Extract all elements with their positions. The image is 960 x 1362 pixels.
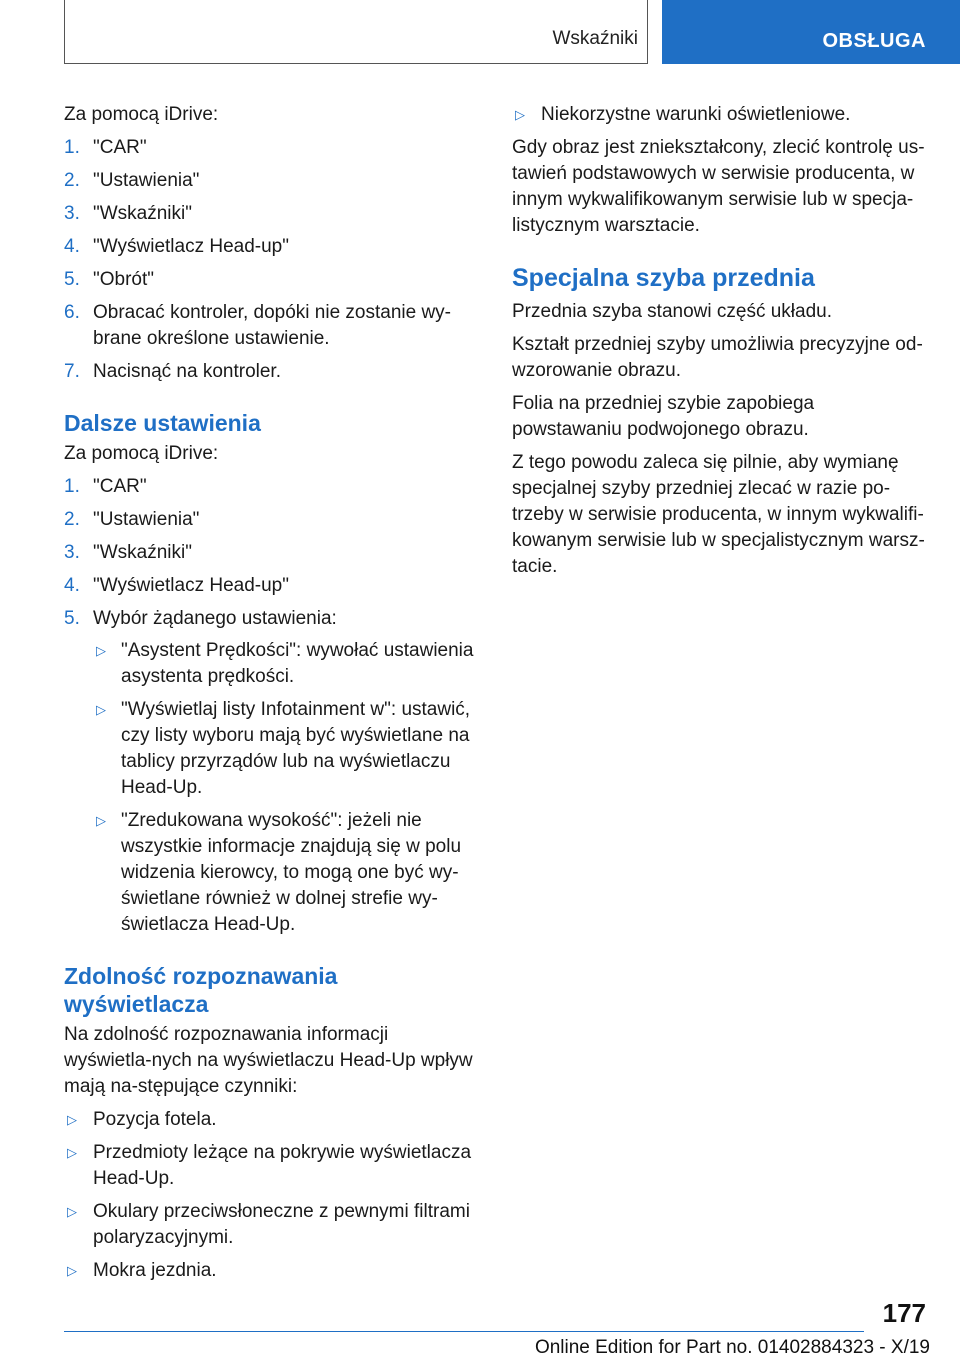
list-item: ▷ Pozycja fotela. [64, 1107, 480, 1133]
list-item: ▷ Okulary przeciwsłoneczne z pewnymi filtrami polaryzacyjnymi. [67, 1201, 470, 1248]
heading-further-settings: Dalsze ustawienia [64, 410, 261, 436]
list-item: 6. Obracać kontroler, dopóki nie zostanie wy-brane określone ustawienie. [64, 302, 452, 349]
triangle-right-icon: ▷ [96, 813, 106, 828]
triangle-right-icon: ▷ [515, 107, 525, 122]
footer-divider [64, 1331, 864, 1332]
list-item: 3. "Wskaźniki" [64, 203, 192, 224]
paragraph: Folia na przedniej szybie zapobiega powstawaniu podwojonego obrazu. [512, 393, 815, 440]
paragraph: Na zdolność rozpoznawania informacji wyświetla-nych na wyświetlaczu Head-Up wpływ mają na-stępujące czynniki: [64, 1024, 473, 1097]
paragraph: Kształt przedniej szyby umożliwia precyzyjne od-wzorowanie obrazu. [512, 334, 923, 381]
steps-list-2 [64, 474, 480, 938]
page-number: 177 [882, 1298, 926, 1328]
paragraph: Z tego powodu zaleca się pilnie, aby wymianę specjalnej szyby przedniej zlecać w razie po-trzeby w serwisie producenta, w innym wykwalifi-kowanym serwisie lub w specjalistycznym warsz-tacie. [512, 452, 925, 577]
list-item: 2. "Ustawienia" [64, 509, 200, 530]
heading-special-windshield: Specjalna szyba przednia [512, 264, 815, 292]
list-item: ▷ Mokra jezdnia. [64, 1258, 480, 1284]
paragraph: Przednia szyba stanowi część układu. [512, 301, 832, 322]
list-item: 2. "Ustawienia" [64, 170, 200, 191]
triangle-right-icon: ▷ [67, 1263, 77, 1278]
chapter-tab[interactable] [662, 0, 960, 64]
list-item: 5. "Obrót" [64, 269, 155, 290]
triangle-right-icon: ▷ [67, 1145, 77, 1160]
list-item: ▷ Niekorzystne warunki oświetleniowe. [512, 102, 928, 128]
left-column [64, 102, 480, 1291]
steps-list-1 [64, 135, 480, 385]
list-item: ▷ Przedmioty leżące na pokrywie wyświetlacza Head-Up. [67, 1142, 472, 1189]
sub-list [93, 638, 480, 938]
triangle-right-icon: ▷ [96, 702, 106, 717]
factors-list-continued [512, 102, 928, 128]
list-item: 4. "Wyświetlacz Head-up" [64, 236, 289, 257]
list-item: 1. "CAR" [64, 476, 147, 497]
list-item: ▷ "Wyświetlaj listy Infotainment w": ustawić, czy listy wyboru mają być wyświetlane na tablicy przyrządów lub na wyświetlaczu Head-Up. [96, 699, 471, 798]
list-item: 1. "CAR" [64, 137, 147, 158]
triangle-right-icon: ▷ [67, 1204, 77, 1219]
list-item: 4. "Wyświetlacz Head-up" [64, 575, 289, 596]
paragraph: Gdy obraz jest zniekształcony, zlecić kontrolę us-tawień podstawowych w serwisie producenta, w innym wykwalifikowanym serwisie lub w specja-listycznym warsztacie. [512, 137, 925, 236]
triangle-right-icon: ▷ [67, 1112, 77, 1127]
list-item: ▷ "Asystent Prędkości": wywołać ustawienia asystenta prędkości. [96, 640, 474, 687]
list-item: 3. "Wskaźniki" [64, 542, 192, 563]
right-column [512, 102, 928, 587]
heading-readability: Zdolność rozpoznawania wyświetlacza [64, 963, 338, 1017]
intro-text: Za pomocą iDrive: [64, 104, 219, 125]
section-title: Wskaźniki [552, 28, 638, 49]
list-item: 7. Nacisnąć na kontroler. [64, 361, 281, 382]
list-item: 5. Wybór żądanego ustawienia: ▷ "Asystent Prędkości": wywołać ustawienia asystenta prędkości. ▷ "Wyświetlaj listy Infotainment w": ustawić, czy listy wyboru mają być wyświetlane na tablicy przyrządów lub na wyświetlaczu Head-Up. ▷ "Zredukowana wysokość": jeżeli nie wszystkie informacje znajdują się w polu widzenia kierowcy, to mogą one być wy-świetlane również w dolnej strefie wy-świetlacza Head-Up. [64, 606, 480, 938]
footer-edition: Online Edition for Part no. 01402884323 - X/19 [534, 1337, 930, 1358]
factors-list [64, 1107, 480, 1284]
intro-text: Za pomocą iDrive: [64, 443, 219, 464]
triangle-right-icon: ▷ [96, 643, 106, 658]
list-item: ▷ "Zredukowana wysokość": jeżeli nie wszystkie informacje znajdują się w polu widzenia kierowcy, to mogą one być wy-świetlane również w dolnej strefie wy-świetlacza Head-Up. [96, 810, 462, 935]
chapter-label: OBSŁUGA [822, 30, 926, 52]
